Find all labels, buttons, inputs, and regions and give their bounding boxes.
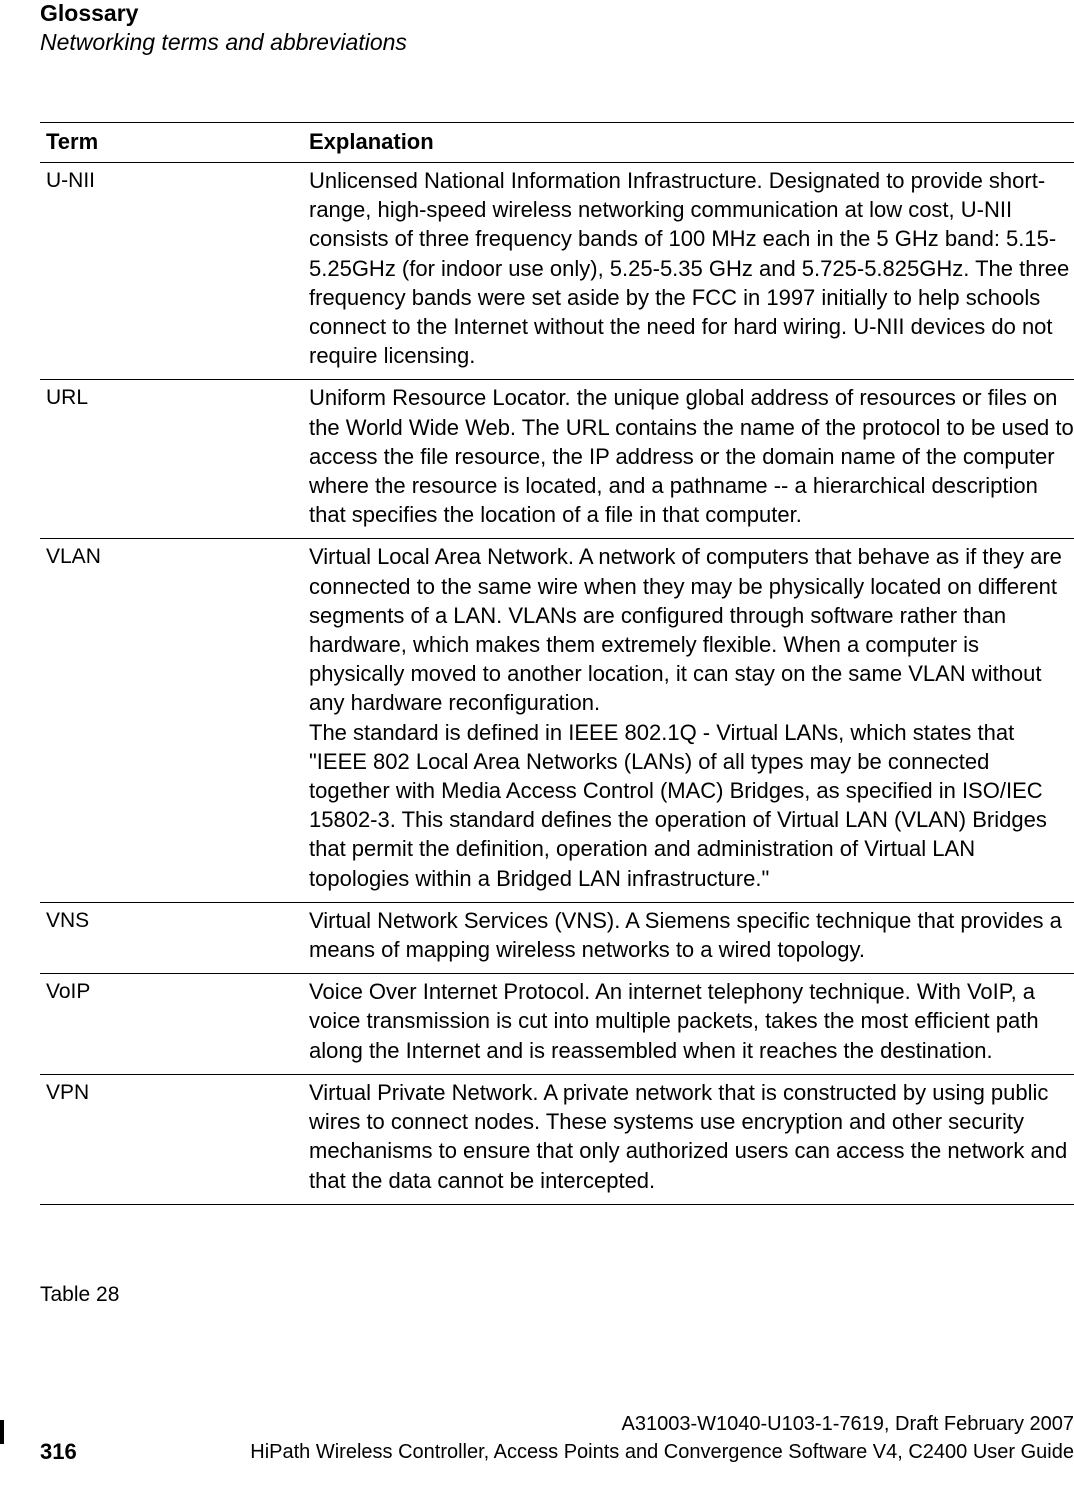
- glossary-body: [40, 163, 1074, 1205]
- table-header-row: [40, 123, 1074, 163]
- term-cell: VPN: [46, 1080, 90, 1104]
- term-cell: URL: [46, 386, 89, 410]
- explanation-paragraph: Voice Over Internet Protocol. An internet telephony technique. With VoIP, a voice transmission is cut into multiple packets, takes the most efficient path along the Internet and is reassembled when it reaches the destination.: [309, 979, 1039, 1063]
- explanation-paragraph: Virtual Private Network. A private network that is constructed by using public wires to connect nodes. These systems use encryption and other security mechanisms to ensure that only authorized users can access the network and that the data cannot be intercepted.: [309, 1079, 1068, 1193]
- column-header-term: Term: [46, 129, 99, 154]
- term-cell: VNS: [46, 908, 90, 932]
- page-title: Glossary: [40, 0, 139, 26]
- term-cell: VoIP: [46, 980, 91, 1004]
- explanation-cell: [309, 974, 1074, 1075]
- term-cell: U-NII: [46, 169, 95, 192]
- page-subtitle: Networking terms and abbreviations: [40, 29, 407, 55]
- explanation-cell: [309, 163, 1074, 380]
- explanation-cell: [309, 1074, 1074, 1204]
- explanation-paragraph: Unlicensed National Information Infrastructure. Designated to provide short-range, high-speed wireless networking communication at low cost, U-NII consists of three frequency bands of 100 MHz each in the 5 GHz band: 5.15-5.25GHz (for indoor use only), 5.25-5.35 GHz and 5.725-5.825GHz. The three frequency bands were set aside by the FCC in 1997 initially to help schools connect to the Internet without the need for hard wiring. U-NII devices do not require licensing.: [309, 168, 1070, 369]
- glossary-table: [40, 122, 1074, 1205]
- term-cell: VLAN: [46, 545, 101, 569]
- table-row: [40, 1074, 1074, 1204]
- page-header: [40, 0, 407, 58]
- table-row: [40, 902, 1074, 973]
- column-header-explanation: Explanation: [309, 129, 434, 154]
- page-number: 316: [40, 1439, 77, 1464]
- footer-doc-id: A31003-W1040-U103-1-7619, Draft February 2007: [621, 1413, 1074, 1435]
- explanation-paragraph: Virtual Network Services (VNS). A Siemens specific technique that provides a means of mapping wireless networks to a wired topology.: [309, 907, 1062, 963]
- table-row: [40, 539, 1074, 902]
- table-row: [40, 380, 1074, 539]
- change-bar: [0, 1420, 4, 1444]
- explanation-cell: [309, 902, 1074, 973]
- table-row: [40, 974, 1074, 1075]
- footer-doc-title: HiPath Wireless Controller, Access Points and Convergence Software V4, C2400 User Guide: [250, 1441, 1074, 1463]
- table-row: [40, 163, 1074, 380]
- explanation-cell: [309, 539, 1074, 902]
- footer-doc-info: [250, 1410, 1074, 1466]
- explanation-paragraph: Virtual Local Area Network. A network of computers that behave as if they are connected to the same wire when they may be physically located on different segments of a LAN. VLANs are configured through software rather than hardware, which makes them extremely flexible. When a computer is physically moved to another location, it can stay on the same VLAN without any hardware reconfiguration.: [309, 544, 1062, 716]
- explanation-paragraph: Uniform Resource Locator. the unique global address of resources or files on the World Wide Web. The URL contains the name of the protocol to be used to access the file resource, the IP address or the domain name of the computer where the resource is located, and a pathname -- a hierarchical description that specifies the location of a file in that computer.: [309, 385, 1074, 528]
- explanation-paragraph: The standard is defined in IEEE 802.1Q - Virtual LANs, which states that "IEEE 802 Local Area Networks (LANs) of all types may be connected together with Media Access Control (MAC) Bridges, as specified in ISO/IEC 15802-3. This standard defines the operation of Virtual LAN (VLAN) Bridges that permit the definition, operation and administration of Virtual LAN topologies within a Bridged LAN infrastructure.": [309, 719, 1047, 891]
- explanation-cell: [309, 380, 1074, 539]
- table-caption: Table 28: [40, 1283, 120, 1306]
